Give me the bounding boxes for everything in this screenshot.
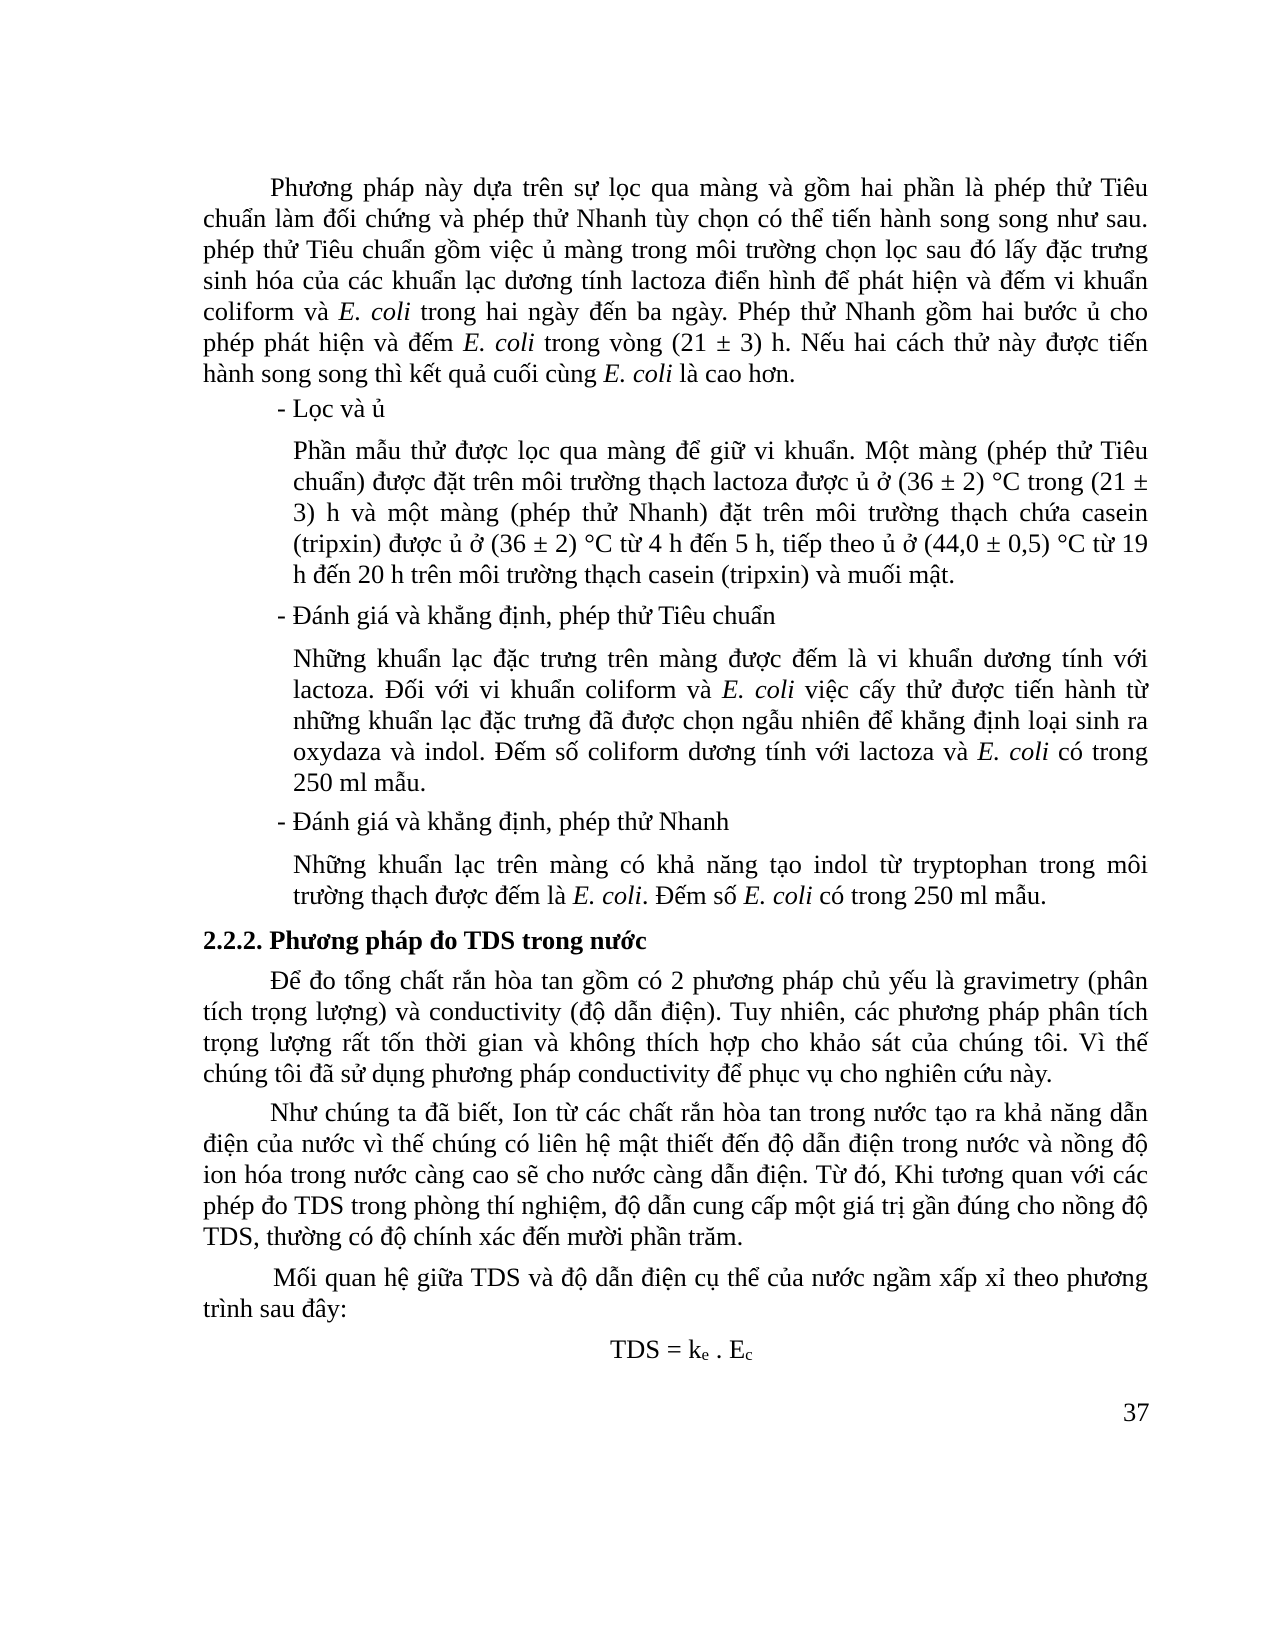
section-heading: 2.2.2. Phương pháp đo TDS trong nước xyxy=(203,925,647,955)
step-body-filter-incubate: Phần mẫu thử được lọc qua màng để giữ vi khuẩn. Một màng (phép thử Tiêu chuẩn) được đặt trên môi trường thạch lactoza được ủ ở (36 ± 2) °C trong (21 ± 3) h và một màng (phép thử Nhanh) đặt trên môi trường thạch chứa casein (tripxin) được ủ ở (36 ± 2) °C từ 4 h đến 5 h, tiếp theo ủ ở (44,0 ± 0,5) °C từ 19 h đến 20 h trên môi trường thạch casein (tripxin) và muối mật. xyxy=(293,435,1148,589)
step-body-rapid-test: Những khuẩn lạc trên màng có khả năng tạo indol từ tryptophan trong môi trường thạch được đếm là E. coli. Đếm số E. coli có trong 250 ml mẫu. xyxy=(293,849,1148,910)
page-number: 37 xyxy=(1123,1397,1150,1427)
ecoli-term: E. coli xyxy=(462,327,535,357)
step-title-filter-incubate: - Lọc và ủ xyxy=(277,393,386,423)
ecoli-term: E. coli xyxy=(338,296,411,326)
section-paragraph-3: Mối quan hệ giữa TDS và độ dẫn điện cụ thể của nước ngầm xấp xỉ theo phương trình sau đây: xyxy=(203,1262,1148,1323)
ecoli-term: E. coli xyxy=(603,358,673,388)
intro-paragraph: Phương pháp này dựa trên sự lọc qua màng và gồm hai phần là phép thử Tiêu chuẩn làm đối chứng và phép thử Nhanh tùy chọn có thể tiến hành song song như sau. phép thử Tiêu chuẩn gồm việc ủ màng trong môi trường chọn lọc sau đó lấy đặc trưng sinh hóa của các khuẩn lạc dương tính lactoza điển hình để phát hiện và đếm vi khuẩn coliform và E. coli trong hai ngày đến ba ngày. Phép thử Nhanh gồm hai bước ủ cho phép phát hiện và đếm E. coli trong vòng (21 ± 3) h. Nếu hai cách thử này được tiến hành song song thì kết quả cuối cùng E. coli là cao hơn. xyxy=(203,172,1148,388)
step-body-standard-test: Những khuẩn lạc đặc trưng trên màng được đếm là vi khuẩn dương tính với lactoza. Đối với vi khuẩn coliform và E. coli việc cấy thử được tiến hành từ những khuẩn lạc đặc trưng đã được chọn ngẫu nhiên để khẳng định loại sinh ra oxydaza và indol. Đếm số coliform dương tính với lactoza và E. coli có trong 250 ml mẫu. xyxy=(293,643,1148,797)
section-paragraph-1: Để đo tổng chất rắn hòa tan gồm có 2 phương pháp chủ yếu là gravimetry (phân tích trọng lượng) và conductivity (độ dẫn điện). Tuy nhiên, các phương pháp phân tích trọng lượng rất tốn thời gian và không thích hợp cho khảo sát của chúng tôi. Vì thế chúng tôi đã sử dụng phương pháp conductivity để phục vụ cho nghiên cứu này. xyxy=(203,965,1148,1088)
ecoli-term: E. coli xyxy=(977,736,1049,766)
step-title-standard-test: - Đánh giá và khẳng định, phép thử Tiêu chuẩn xyxy=(277,600,776,630)
ecoli-term: E. coli xyxy=(572,880,642,910)
tds-equation: TDS = $k_e$ . $E_c$ xyxy=(610,1334,753,1364)
step-title-rapid-test: - Đánh giá và khẳng định, phép thử Nhanh xyxy=(277,806,730,836)
section-paragraph-2: Như chúng ta đã biết, Ion từ các chất rắn hòa tan trong nước tạo ra khả năng dẫn điện của nước vì thế chúng có liên hệ mật thiết đến độ dẫn điện trong nước và nồng độ ion hóa trong nước càng cao sẽ cho nước càng dẫn điện. Từ đó, Khi tương quan với các phép đo TDS trong phòng thí nghiệm, độ dẫn cung cấp một giá trị gần đúng cho nồng độ TDS, thường có độ chính xác đến mười phần trăm. xyxy=(203,1097,1148,1251)
ecoli-term: E. coli xyxy=(743,880,813,910)
ecoli-term: E. coli xyxy=(721,674,795,704)
